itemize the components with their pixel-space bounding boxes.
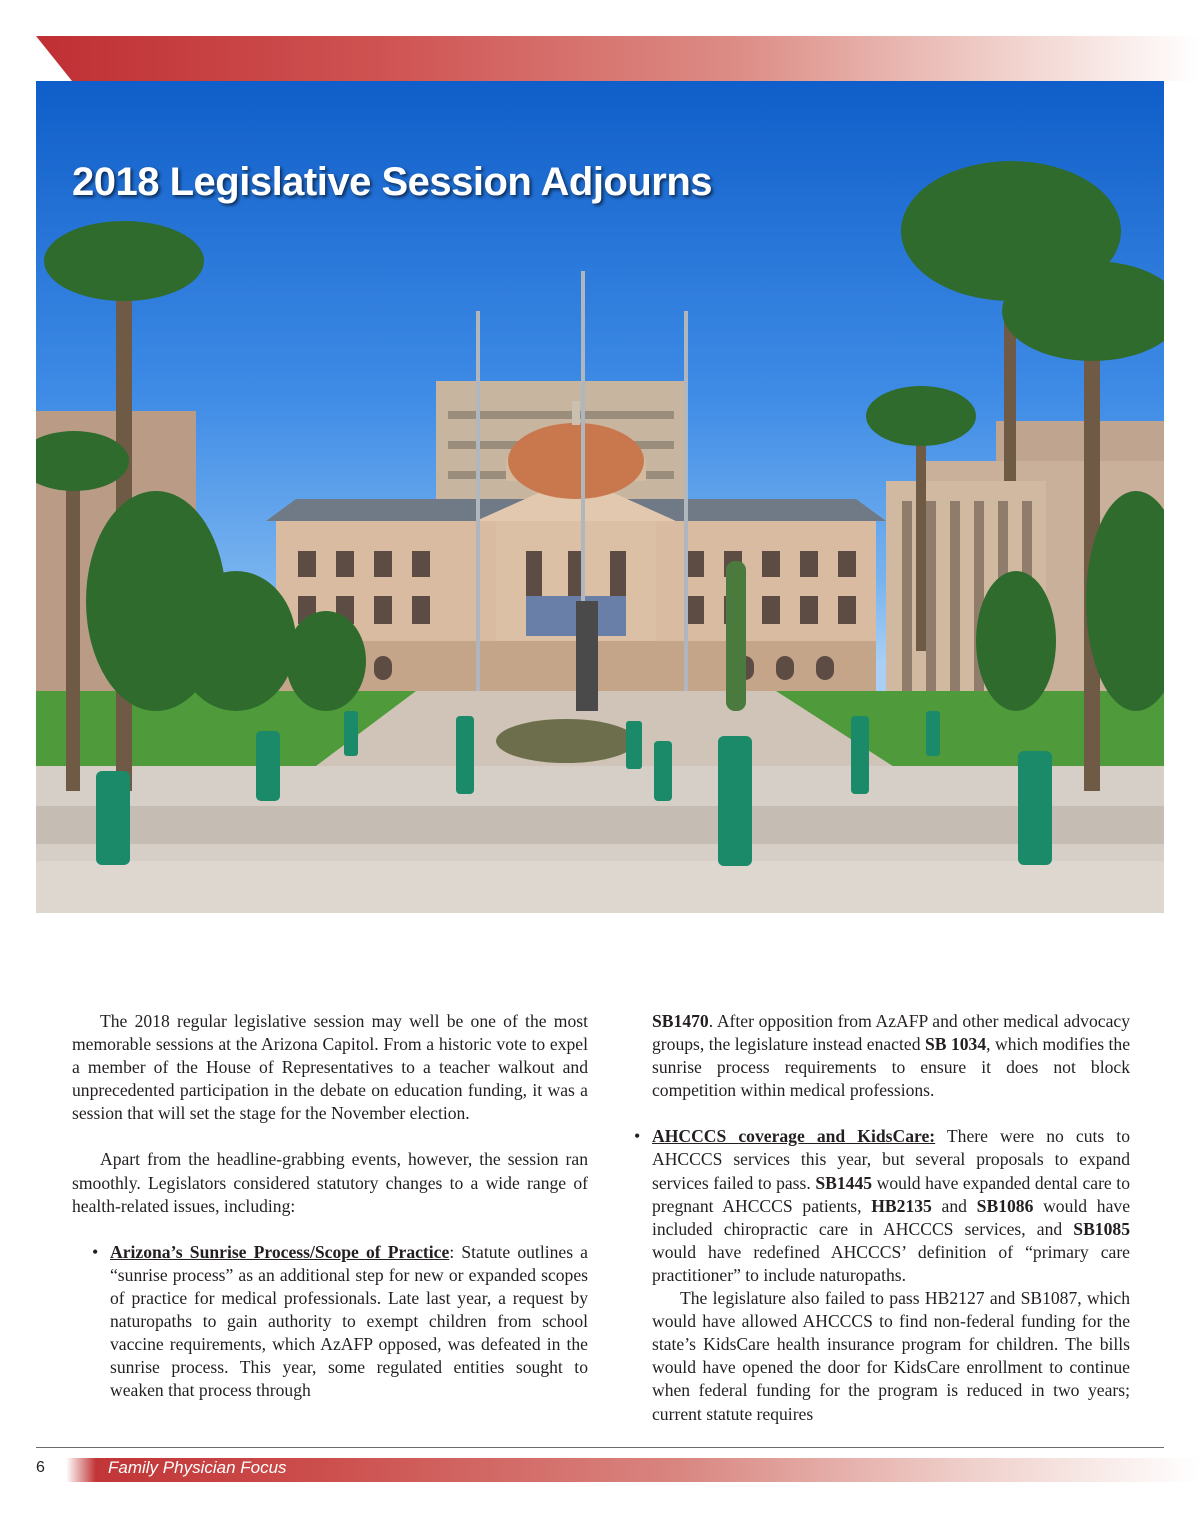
capitol-building-photo <box>36 81 1164 913</box>
bullet-sunrise-heading: Arizona’s Sunrise Process/Scope of Practice <box>110 1241 450 1262</box>
publication-title: Family Physician Focus <box>108 1458 287 1477</box>
footer-rule <box>36 1447 1164 1448</box>
bill-sb1085: SB1085 <box>1073 1218 1130 1239</box>
bill-sb1445: SB1445 <box>815 1172 873 1193</box>
page-number: 6 <box>36 1459 45 1476</box>
ahcccs-text-5: would have redefined AHCCCS’ definition of “primary care practitioner” to include naturopaths. <box>652 1241 1130 1285</box>
ahcccs-text-2: would have expanded dental care to pregnant AHCCCS patients, <box>652 1172 1130 1216</box>
bullet-ahcccs-heading: AHCCCS coverage and KidsCare: <box>652 1126 936 1147</box>
ahcccs-text-4: would have included chiropractic care in AHCCCS services, and <box>652 1195 1130 1239</box>
issues-paragraph: Apart from the headline-grabbing events, however, the session ran smoothly. Legislators considered statutory changes to a wide range of health-related issues, including: <box>72 1149 588 1216</box>
continued-text-2: , which modifies the sunrise process requirements to ensure it does not block competition within medical professions. <box>652 1034 1131 1101</box>
header-gradient-band <box>36 36 1200 81</box>
bullet-ahcccs-kidscare <box>614 1125 1130 1287</box>
continued-text-1: . After opposition from AzAFP and other medical advocacy groups, the legislature instead enacted <box>652 1011 1130 1055</box>
bullet-sunrise-continued <box>614 1010 1130 1102</box>
bullet-sunrise-text: : Statute outlines a “sunrise process” as an additional step for new or expanded scopes of practice for medical professionals. Late last year, a request by naturopaths to gain authority to exempt children from school vaccine requirements, which AzAFP opposed, was defeated in the sunrise process. This year, some regulated entities sought to weaken that process through <box>110 1241 588 1401</box>
bill-sb1034: SB 1034 <box>924 1034 987 1055</box>
kidscare-text: The legislature also failed to pass HB2127 and SB1087, which would have allowed AHCCCS to find non-federal funding for the state’s KidsCare health insurance program for children. The bills would have opened the door for KidsCare enrollment to continue when federal funding for the program is reduced in two years; current statute requires <box>652 1288 1130 1424</box>
bill-hb2135: HB2135 <box>871 1195 932 1216</box>
bullet-sunrise-process <box>72 1241 588 1403</box>
kidscare-paragraph <box>614 1287 1130 1426</box>
left-column <box>72 1010 588 1402</box>
article-headline: 2018 Legislative Session Adjourns <box>72 160 713 204</box>
right-column <box>614 1010 1130 1426</box>
ahcccs-text-3: and <box>931 1195 977 1216</box>
intro-paragraph: The 2018 regular legislative session may well be one of the most memorable sessions at the Arizona Capitol. From a historic vote to expel a member of the House of Representatives to a teacher walkout and unprecedented participation in the debate on education funding, it was a session that will set the stage for the November election. <box>72 1011 588 1124</box>
bill-sb1470: SB1470 <box>652 1011 709 1031</box>
ahcccs-text-1: There were no cuts to AHCCCS services this year, but several proposals to expand services failed to pass. <box>652 1126 1130 1193</box>
bill-sb1086: SB1086 <box>976 1195 1034 1216</box>
capitol-illustration <box>36 81 1164 913</box>
